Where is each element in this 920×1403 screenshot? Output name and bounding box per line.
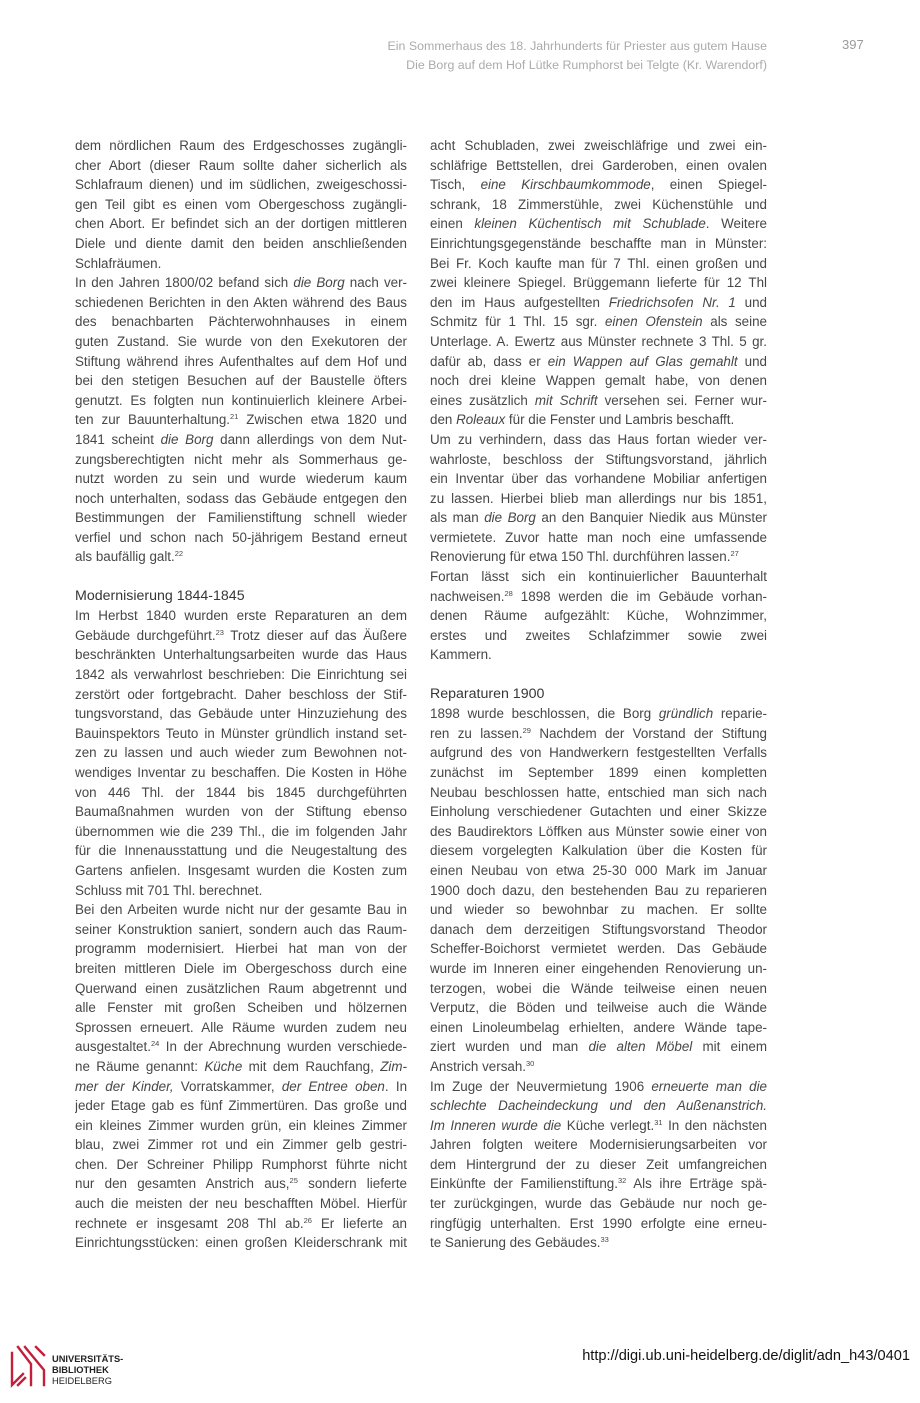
text-line: Gartens anfielen. Insgesamt wurden die Kosten zum bbox=[75, 862, 407, 878]
text-line: dem Hintergrund der zu dieser Zeit umfangreichen bbox=[430, 1156, 767, 1172]
text-line: Jahren folgten weitere Modernisierungsarbeiten vor bbox=[430, 1137, 767, 1153]
paragraph bbox=[430, 430, 767, 567]
text-line: Bauinspektors Teuto in Münster gründlich instand set- bbox=[75, 725, 407, 741]
text-run: den bbox=[430, 412, 457, 428]
text-line bbox=[75, 1057, 407, 1077]
text-run: Gebäude durchgeführt. bbox=[75, 627, 216, 643]
running-head-subtitle: Die Borg auf dem Hof Lütke Rumphorst bei Telgte (Kr. Warendorf) bbox=[406, 58, 767, 73]
text-line: breiten mittleren Diele im Obergeschoss durch eine bbox=[75, 960, 407, 976]
text-line: dem nördlichen Raum des Erdgeschosses zugängli- bbox=[75, 138, 407, 153]
text-run: , einen Spiegel- bbox=[650, 177, 767, 193]
text-line: Bei den Arbeiten wurde nicht nur der gesamte Bau in bbox=[75, 902, 407, 918]
text-line: zungsberechtigten nicht mehr als Sommerhaus ge- bbox=[75, 451, 407, 467]
text-line: terzogen, wobei die Wände teilweise einen neuen bbox=[430, 980, 767, 996]
footnote-ref: 30 bbox=[526, 1058, 535, 1068]
text-line: auch die meisten der neu beschafften Möbel. Hierfür bbox=[75, 1196, 407, 1212]
section-heading: Modernisierung 1844-1845 bbox=[75, 587, 245, 604]
text-run: nach ver- bbox=[344, 275, 407, 291]
text-line: chen Abort. Er befindet sich an der dortigen mittleren bbox=[75, 216, 407, 232]
text-run: mit dem Rauchfang, bbox=[242, 1058, 381, 1074]
text-run: Zwischen etwa 1820 und bbox=[238, 412, 407, 428]
footnote-ref: 32 bbox=[617, 1176, 627, 1186]
text-run: Küche verlegt. bbox=[561, 1117, 655, 1133]
text-line: Schlafräumen. bbox=[75, 255, 162, 271]
italic-text: mer der Kinder, bbox=[75, 1078, 174, 1094]
text-line: einen Neubau von etwa 25-30 000 Mark im Januar bbox=[430, 862, 767, 878]
italic-text: Friedrichsofen Nr. 1 bbox=[608, 294, 736, 310]
italic-text: mit Schrift bbox=[534, 392, 598, 408]
text-run: versehen sei. Ferner wur- bbox=[597, 392, 767, 408]
footnote-ref: 27 bbox=[730, 549, 739, 559]
text-run: dafür ab, dass er bbox=[430, 353, 548, 369]
text-line: genutzt. Es folgten nun kontinuierlich kleinere Arbei- bbox=[75, 392, 407, 408]
text-line: denen Räume aufgezählt: Küche, Wohnzimmer, bbox=[430, 608, 767, 624]
text-run: einen bbox=[430, 216, 475, 232]
text-run: Einkünfte der Familienstiftung. bbox=[430, 1176, 618, 1192]
text-run: als seine bbox=[702, 314, 767, 330]
text-run: Trotz dieser auf das Äußere bbox=[223, 627, 407, 643]
text-line: Scheffer-Boichorst vermietet werden. Das Gebäude bbox=[430, 941, 767, 957]
text-line: Schluss mit 701 Thl. berechnet. bbox=[75, 882, 263, 898]
paragraph bbox=[75, 136, 407, 273]
text-line: Einrichtungsgegenstände beschaffte man in Münster: bbox=[430, 235, 767, 251]
italic-text: Zim- bbox=[380, 1058, 407, 1074]
text-line: tungsvorstand, das Gebäude unter Hinzuziehung des bbox=[75, 706, 407, 722]
text-run: 1898 wurde beschlossen, die Borg bbox=[430, 706, 659, 722]
text-line: Fortan lässt sich ein kontinuierlicher Bauunterhalt bbox=[430, 569, 767, 585]
text-line: diesem vorgelegten Kalkulation über die Kosten für bbox=[430, 843, 767, 859]
text-line: wahrloste, beschloss der Stiftungsvorstand, jährlich bbox=[430, 451, 767, 467]
text-line: beschränkten Unterhaltungsarbeiten wurde das Haus bbox=[75, 647, 407, 663]
text-run: Vorratskammer, bbox=[173, 1078, 282, 1094]
text-run: Schmitz für 1 Thl. 15 sgr. bbox=[430, 314, 605, 330]
text-line: Sprossen erneuert. Alle Räume wurden zudem neu bbox=[75, 1019, 407, 1035]
library-logo-text bbox=[52, 1354, 123, 1387]
text-run: te Sanierung des Gebäudes. bbox=[430, 1235, 601, 1251]
text-line: Im Herbst 1840 wurden erste Reparaturen an dem bbox=[75, 608, 407, 624]
italic-text: die Borg bbox=[484, 510, 536, 526]
text-line bbox=[430, 1077, 767, 1097]
italic-text: eine Kirschbaumkommode bbox=[480, 177, 651, 193]
text-line bbox=[430, 391, 767, 411]
italic-text: gründlich bbox=[658, 706, 714, 722]
text-line bbox=[430, 293, 767, 313]
footnote-ref: 31 bbox=[654, 1117, 663, 1127]
paragraph bbox=[430, 1077, 767, 1253]
footnote-ref: 26 bbox=[303, 1215, 312, 1225]
text-run: ziert wurden und man bbox=[430, 1039, 589, 1055]
text-run: Tisch, bbox=[430, 177, 481, 193]
text-line: bei den stetigen Besuchen auf der Baustelle öfters bbox=[75, 373, 407, 389]
text-line: des Baudirektors Löffken aus Münster sowie einer von bbox=[430, 823, 767, 839]
text-line bbox=[430, 1096, 767, 1116]
text-line: Verputz, die Böden und teilweise auch die Wände bbox=[430, 1000, 767, 1016]
text-line: cher Abort (dieser Raum sollte daher sicherlich als bbox=[75, 157, 407, 173]
logo-line-bibliothek: BIBLIOTHEK bbox=[52, 1365, 109, 1375]
text-run: den im Haus aufgestellten bbox=[430, 294, 609, 310]
paragraph bbox=[430, 704, 767, 1076]
text-run: In den nächsten bbox=[662, 1117, 767, 1133]
paragraph bbox=[75, 606, 407, 900]
text-line bbox=[75, 273, 407, 293]
text-line: danach dem derzeitigen Stiftungsvorstand Theodor bbox=[430, 921, 767, 937]
paragraph bbox=[430, 567, 767, 665]
text-line bbox=[75, 1214, 407, 1234]
text-line: zwei kleinere Spiegel. Brüggemann lieferte für 12 Thl bbox=[430, 275, 767, 291]
text-line bbox=[430, 312, 767, 332]
text-line: ringfügig unterhalten. Erst 1990 erfolgte eine erneu- bbox=[430, 1215, 767, 1231]
text-line: Bestimmungen der Familienstiftung schnell wieder bbox=[75, 510, 407, 526]
text-line: zunächst im September 1899 einen kompletten bbox=[430, 765, 767, 780]
footnote-ref: 22 bbox=[174, 549, 184, 559]
footnote-ref: 25 bbox=[289, 1176, 298, 1186]
text-line: des benachbarten Pächterwohnhauses in einem bbox=[75, 314, 407, 330]
text-line: Um zu verhindern, dass das Haus fortan wieder ver- bbox=[430, 431, 767, 447]
text-line bbox=[430, 547, 767, 567]
text-line: gen Teil gibt es einen vom Obergeschoss zugängli- bbox=[75, 196, 407, 212]
text-line bbox=[430, 214, 767, 234]
italic-text: die Borg bbox=[160, 431, 214, 447]
text-line: Stiftung während ihres Aufenthaltes auf dem Hof und bbox=[75, 353, 407, 369]
text-line bbox=[430, 724, 767, 744]
text-line: erstes und zweites Schlafzimmer sowie zwei bbox=[430, 627, 767, 643]
text-run: ne Räume genannt: bbox=[75, 1058, 205, 1074]
running-head bbox=[388, 37, 767, 76]
text-line: schiedenen Berichten in den Akten während des Baus bbox=[75, 294, 407, 310]
text-column-right bbox=[430, 136, 767, 1253]
text-line: 1842 als verwahrlost beschrieben: Die Einrichtung sei bbox=[75, 667, 407, 683]
text-line: alle Fenster mit großen Scheiben und hölzernen bbox=[75, 1000, 407, 1016]
text-line: wendiges Inventar zu beschaffen. Die Kosten in Höhe bbox=[75, 765, 407, 780]
paragraph bbox=[75, 273, 407, 567]
text-run: reparie- bbox=[713, 706, 767, 722]
italic-text: kleinen Küchentisch mit Schublade bbox=[474, 216, 706, 232]
library-logo-icon bbox=[9, 1344, 47, 1388]
footnote-ref: 21 bbox=[230, 412, 239, 422]
text-run: Renovierung für etwa 150 Thl. durchführen lassen. bbox=[430, 549, 731, 565]
text-run: . Weitere bbox=[705, 216, 767, 232]
text-run: 1898 werden die im Gebäude vorhan- bbox=[512, 588, 767, 604]
text-line: noch drei kleine Wappen gemalt habe, von denen bbox=[430, 373, 767, 389]
logo-line-heidelberg: HEIDELBERG bbox=[52, 1376, 112, 1386]
text-line bbox=[75, 1174, 407, 1194]
text-run: als baufällig galt. bbox=[75, 549, 175, 565]
text-line: und wieder so bewohnbar zu machen. Er sollte bbox=[430, 902, 767, 918]
text-line: 1900 doch dazu, den bestehenden Bau zu reparieren bbox=[430, 882, 767, 898]
text-line: einen Linoleumbelag erhielten, andere Wände tape- bbox=[430, 1019, 767, 1035]
italic-text: schlechte Dacheindeckung und den Außenanstrich. bbox=[430, 1098, 767, 1114]
text-run: als man bbox=[430, 510, 485, 526]
text-line: programm modernisiert. Hierbei hat man von der bbox=[75, 941, 407, 957]
text-line: übernommen wie die 239 Thl., die im folgenden Jahr bbox=[75, 823, 407, 839]
italic-text: einen Ofenstein bbox=[604, 314, 703, 330]
text-line: Diele und diente damit den beiden anschließenden bbox=[75, 235, 407, 251]
text-line bbox=[430, 1037, 767, 1057]
text-line bbox=[430, 587, 767, 607]
page-number: 397 bbox=[842, 37, 864, 52]
text-line: zen zu lassen und auch wieder zum Bewohnen not- bbox=[75, 745, 407, 761]
text-run: nur den gesamten Anstrich aus, bbox=[75, 1176, 290, 1192]
text-run: sondern lieferte bbox=[297, 1176, 407, 1192]
text-line bbox=[430, 1233, 767, 1253]
footnote-ref: 28 bbox=[504, 588, 513, 598]
text-line: Baumaßnahmen wurden von der Stiftung ebenso bbox=[75, 804, 407, 820]
text-line bbox=[430, 704, 767, 724]
text-line: zu lassen. Hierbei blieb man allerdings nur bis 1851, bbox=[430, 490, 767, 506]
text-line: blau, zwei Zimmer rot und ein Zimmer gelb gestri- bbox=[75, 1137, 407, 1153]
text-run: Als ihre Erträge spä- bbox=[626, 1176, 767, 1192]
text-run: ren zu lassen. bbox=[430, 725, 523, 741]
text-run: Er lieferte an bbox=[311, 1215, 407, 1231]
text-line: ein kleines Zimmer wurden grün, ein kleines Zimmer bbox=[75, 1117, 407, 1133]
paragraph bbox=[430, 136, 767, 430]
text-run: ten zur Bauunterhaltung. bbox=[75, 412, 231, 428]
text-run: und bbox=[737, 353, 767, 369]
text-line: schläfrige Bettstellen, drei Garderoben, einen ovalen bbox=[430, 157, 767, 173]
text-line bbox=[430, 352, 767, 372]
text-run: mit einem bbox=[692, 1039, 767, 1055]
footnote-ref: 24 bbox=[150, 1039, 160, 1049]
text-line: nutzt worden zu sein und wurde wiederum kaum bbox=[75, 471, 407, 487]
text-line bbox=[75, 430, 407, 450]
text-run: dann allerdings von dem Nut- bbox=[213, 431, 407, 447]
italic-text: die Borg bbox=[293, 275, 345, 291]
text-line bbox=[75, 1037, 407, 1057]
italic-text: Roleaux bbox=[456, 412, 506, 428]
text-line: Neubau beschlossen hatte, entschied man sich nach bbox=[430, 784, 767, 800]
text-run: ausgestaltet. bbox=[75, 1039, 151, 1055]
text-line: Bei Fr. Koch kaufte man für 7 Thl. einen großen und bbox=[430, 255, 767, 271]
text-line: wurde im Inneren einer eingehenden Renovierung un- bbox=[430, 960, 767, 976]
italic-text: ein Wappen auf Glas gemahlt bbox=[547, 353, 738, 369]
text-line: vermietete. Zuvor hatte man noch eine umfassende bbox=[430, 529, 767, 545]
text-line: verfiel und schon nach 50-jährigem Bestand erneut bbox=[75, 529, 407, 545]
text-line: Unterlage. A. Ewertz aus Münster rechnete 3 Thl. 5 gr. bbox=[430, 333, 767, 349]
text-run: an den Banquier Niedik aus Münster bbox=[535, 510, 767, 526]
text-line: ein Inventar über das vorhandene Mobiliar anfertigen bbox=[430, 471, 767, 487]
text-line: zerstört oder fortgebracht. Daher beschloss der Stif- bbox=[75, 686, 407, 702]
text-line: noch unterhalten, sodass das Gebäude entgegen den bbox=[75, 490, 407, 506]
footnote-ref: 33 bbox=[600, 1235, 609, 1245]
text-line bbox=[430, 508, 767, 528]
text-line: Einrichtungsstücken: einen großen Kleiderschrank mit bbox=[75, 1235, 407, 1251]
text-run: nachweisen. bbox=[430, 588, 505, 604]
text-line: seiner Konstruktion saniert, sondern auch das Raum- bbox=[75, 921, 407, 937]
text-run: In den Jahren 1800/02 befand sich bbox=[75, 275, 294, 291]
text-line bbox=[75, 547, 407, 567]
text-line bbox=[430, 175, 767, 195]
text-run: rechnete er insgesamt 208 Thl ab. bbox=[75, 1215, 304, 1231]
text-line: Schlafraum dienen) und im südlichen, zweigeschossi- bbox=[75, 177, 407, 193]
text-line: ter zurückgingen, wurde das Gebäude nur noch ge- bbox=[430, 1196, 767, 1212]
text-line: für die Innenausstattung und die Neugestaltung des bbox=[75, 843, 407, 859]
footnote-ref: 23 bbox=[215, 627, 224, 637]
text-line: Querwand einen zusätzlichen Raum abgetrennt und bbox=[75, 980, 407, 996]
text-line: von 446 Thl. der 1844 bis 1845 durchgeführten bbox=[75, 784, 407, 800]
text-run: Nachdem der Vorstand der Stiftung bbox=[530, 725, 767, 741]
text-line: Kammern. bbox=[430, 647, 492, 663]
text-column-left bbox=[75, 136, 407, 1253]
source-url: http://digi.ub.uni-heidelberg.de/diglit/adn_h43/0401 bbox=[582, 1348, 910, 1364]
italic-text: die alten Möbel bbox=[588, 1039, 693, 1055]
text-line: acht Schubladen, zwei zweischläfrige und zwei ein- bbox=[430, 138, 767, 153]
text-line bbox=[430, 1116, 767, 1136]
text-run: 1841 scheint bbox=[75, 431, 161, 447]
paragraph bbox=[75, 900, 407, 1253]
text-line: chen. Der Schreiner Philipp Rumphorst führte nicht bbox=[75, 1156, 407, 1172]
text-run: eines zusätzlich bbox=[430, 392, 535, 408]
logo-line-universitaets: UNIVERSITÄTS- bbox=[52, 1354, 124, 1364]
text-run: . In bbox=[384, 1078, 407, 1094]
text-run: In der Abrechnung wurden verschiede- bbox=[159, 1039, 407, 1055]
text-line: schrank, 18 Zimmerstühle, zwei Küchenstühle und bbox=[430, 196, 767, 212]
section-heading: Reparaturen 1900 bbox=[430, 685, 545, 702]
text-line: jeder Etage gab es fünf Zimmertüren. Das große und bbox=[75, 1098, 407, 1114]
text-run: Im Zuge der Neuvermietung 1906 bbox=[430, 1078, 652, 1094]
text-line bbox=[430, 1057, 767, 1077]
footnote-ref: 29 bbox=[522, 725, 531, 735]
text-run: für die Fenster und Lambris beschafft. bbox=[505, 412, 735, 428]
italic-text: Küche bbox=[204, 1058, 243, 1074]
text-line: Einholung verschiedener Gutachten und einer Skizze bbox=[430, 804, 767, 820]
text-line bbox=[75, 410, 407, 430]
text-line bbox=[75, 626, 407, 646]
text-run: Anstrich versah. bbox=[430, 1058, 527, 1074]
text-line: aufgrund des von Handwerkern festgestellten Verfalls bbox=[430, 745, 767, 761]
italic-text: Im Inneren wurde die bbox=[430, 1117, 562, 1133]
italic-text: der Entree oben bbox=[281, 1078, 385, 1094]
text-line bbox=[430, 1174, 767, 1194]
running-head-title: Ein Sommerhaus des 18. Jahrhunderts für Priester aus gutem Hause bbox=[387, 39, 767, 53]
text-line: guten Zustand. Sie wurde von den Exekutoren der bbox=[75, 333, 407, 349]
text-line bbox=[430, 410, 767, 430]
italic-text: erneuerte man die bbox=[651, 1078, 767, 1094]
text-line bbox=[75, 1077, 407, 1097]
text-run: und bbox=[735, 294, 767, 310]
